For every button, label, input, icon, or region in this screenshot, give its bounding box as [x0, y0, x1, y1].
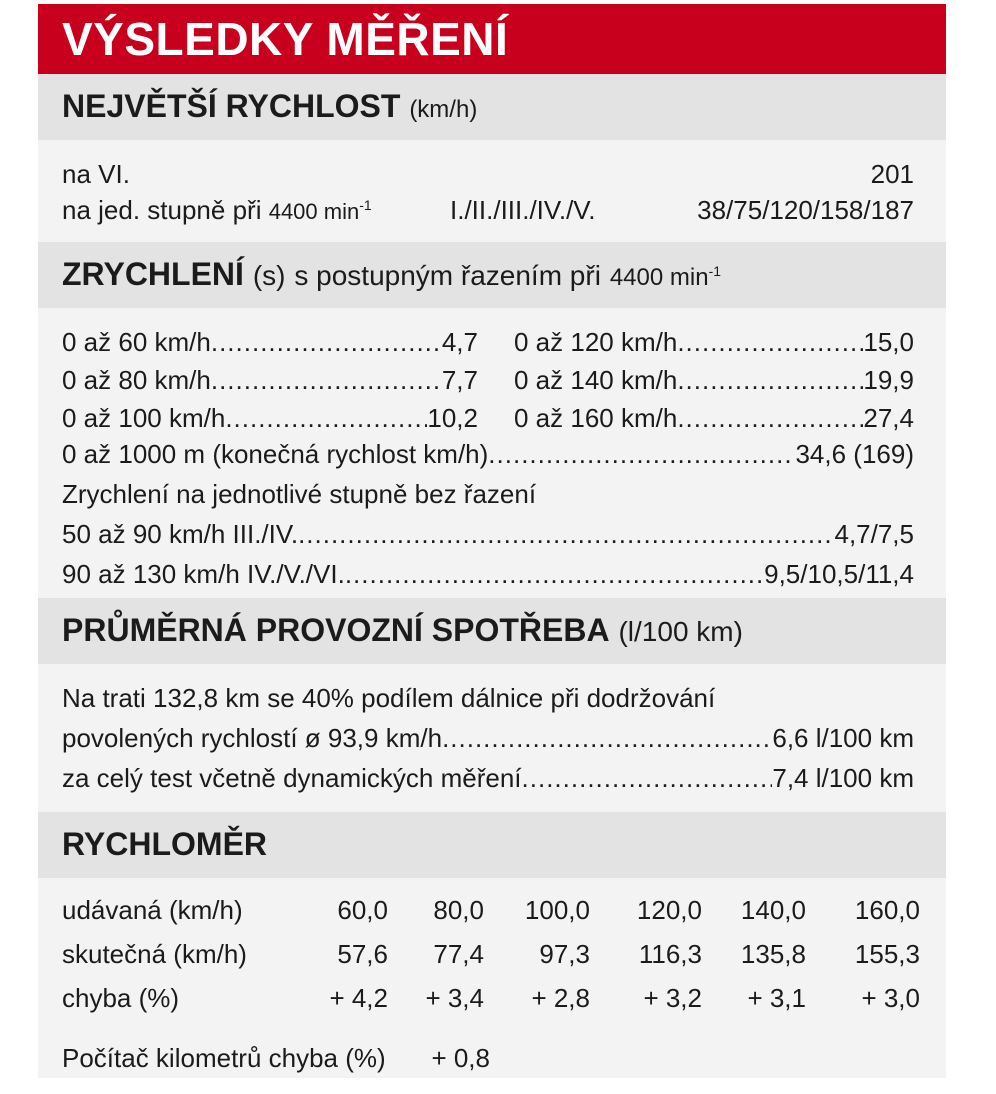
- odometer-value: + 0,8: [431, 1043, 490, 1073]
- consumption-unit: (l/100 km): [618, 616, 743, 647]
- quarter-km-row: [62, 436, 914, 472]
- top-speed-unit: (km/h): [409, 96, 478, 123]
- acceleration-value: 7,7: [441, 365, 478, 395]
- consumption-value: 7,4 l/100 km: [772, 763, 914, 793]
- acceleration-label: 0 až 100 km/h: [62, 403, 226, 433]
- speedometer-row-label: chyba (%): [62, 983, 180, 1013]
- leader-dots: [522, 760, 773, 796]
- top-speed-value: 201: [870, 159, 914, 189]
- gear-speed-label: na jed. stupně při: [62, 195, 262, 225]
- page-title: VÝSLEDKY MĚŘENÍ: [62, 13, 509, 65]
- leader-dots: [345, 556, 764, 592]
- leader-dots: [488, 436, 795, 472]
- speedometer-header: [38, 812, 946, 878]
- odometer-label: Počítač kilometrů chyba (%): [62, 1043, 386, 1073]
- acceleration-value: 19,9: [863, 365, 914, 395]
- speedometer-cell: 135,8: [740, 939, 806, 969]
- acceleration-row: [514, 362, 914, 398]
- speedometer-cell: + 3,2: [643, 983, 702, 1013]
- leader-dots: [225, 400, 427, 436]
- consumption-value: 6,6 l/100 km: [772, 723, 914, 753]
- gear-speed-rpm-sup: -1: [359, 197, 372, 213]
- speedometer-cell: 140,0: [740, 895, 806, 925]
- speedometer-cell: + 3,0: [861, 983, 920, 1013]
- leader-dots: [677, 362, 863, 398]
- top-speed-body: [38, 140, 946, 242]
- elastic-row: [62, 556, 914, 592]
- leader-dots: [677, 400, 863, 436]
- acceleration-rpm: 4400 min: [609, 264, 709, 291]
- elastic-label: 50 až 90 km/h III./IV.: [62, 519, 299, 549]
- acceleration-unit: (s): [252, 260, 286, 291]
- speedometer-cell: 97,3: [539, 939, 590, 969]
- top-speed-header: [38, 74, 946, 140]
- leader-dots: [298, 516, 834, 552]
- acceleration-row: [62, 362, 478, 398]
- gear-list: I./II./III./IV./V.: [450, 195, 596, 225]
- top-speed-row: [62, 156, 914, 192]
- leader-dots: [677, 324, 863, 360]
- elastic-value: 9,5/10,5/11,4: [764, 559, 914, 589]
- acceleration-value: 10,2: [427, 403, 478, 433]
- gear-speed-values: 38/75/120/158/187: [697, 195, 914, 225]
- speedometer-cell: + 3,4: [425, 983, 484, 1013]
- measurement-results-panel: [38, 4, 946, 1078]
- speedometer-cell: + 3,1: [747, 983, 806, 1013]
- acceleration-row: [514, 324, 914, 360]
- speedometer-heading: RYCHLOMĚR: [62, 826, 268, 862]
- acceleration-header: [38, 242, 946, 308]
- acceleration-value: 15,0: [863, 327, 914, 357]
- gear-speed-rpm: 4400 min: [268, 199, 360, 224]
- speedometer-body: [38, 878, 946, 1078]
- consumption-heading: PRŮMĚRNÁ PROVOZNÍ SPOTŘEBA: [62, 612, 610, 648]
- consumption-row: [62, 760, 914, 796]
- top-speed-heading: NEJVĚTŠÍ RYCHLOST: [62, 88, 401, 124]
- consumption-label: povolených rychlostí ø 93,9 km/h: [62, 723, 443, 753]
- consumption-header: [38, 598, 946, 664]
- quarter-km-value: 34,6 (169): [795, 439, 914, 469]
- acceleration-label: 0 až 80 km/h: [62, 365, 211, 395]
- quarter-km-label: 0 až 1000 m (konečná rychlost km/h): [62, 439, 489, 469]
- acceleration-value: 27,4: [863, 403, 914, 433]
- consumption-row: [62, 720, 914, 756]
- leader-dots: [211, 362, 442, 398]
- title-bar: [38, 4, 946, 74]
- elastic-value: 4,7/7,5: [834, 519, 914, 549]
- speedometer-cell: 60,0: [337, 895, 388, 925]
- speedometer-cell: 120,0: [636, 895, 702, 925]
- elastic-label: 90 až 130 km/h IV./V./VI.: [62, 559, 345, 589]
- speedometer-cell: 80,0: [433, 895, 484, 925]
- acceleration-row: [62, 324, 478, 360]
- speedometer-row-label: udávaná (km/h): [62, 895, 243, 925]
- acceleration-row: [62, 400, 478, 436]
- acceleration-value: 4,7: [441, 327, 478, 357]
- speedometer-cell: + 4,2: [329, 983, 388, 1013]
- acceleration-heading: ZRYCHLENÍ: [62, 256, 244, 292]
- speedometer-cell: 77,4: [433, 939, 484, 969]
- speedometer-cell: + 2,8: [531, 983, 590, 1013]
- acceleration-label: 0 až 140 km/h: [514, 365, 678, 395]
- leader-dots: [442, 720, 772, 756]
- speedometer-cell: 100,0: [524, 895, 590, 925]
- speedometer-cell: 57,6: [337, 939, 388, 969]
- consumption-line1: Na trati 132,8 km se 40% podílem dálnice při dodržování: [62, 683, 716, 713]
- top-speed-label: na VI.: [62, 159, 130, 189]
- speedometer-cell: 160,0: [854, 895, 920, 925]
- elastic-heading: Zrychlení na jednotlivé stupně bez řazení: [62, 479, 537, 509]
- acceleration-label: 0 až 160 km/h: [514, 403, 678, 433]
- consumption-body: [38, 664, 946, 812]
- acceleration-suffix: s postupným řazením při: [294, 260, 601, 291]
- acceleration-label: 0 až 120 km/h: [514, 327, 678, 357]
- speedometer-cell: 116,3: [638, 939, 702, 969]
- speedometer-row-label: skutečná (km/h): [62, 939, 247, 969]
- acceleration-body: [38, 308, 946, 598]
- leader-dots: [211, 324, 442, 360]
- gear-speed-row: [62, 192, 914, 230]
- acceleration-rpm-sup: -1: [708, 263, 722, 279]
- acceleration-label: 0 až 60 km/h: [62, 327, 211, 357]
- acceleration-row: [514, 400, 914, 436]
- elastic-row: [62, 516, 914, 552]
- speedometer-cell: 155,3: [854, 939, 920, 969]
- consumption-label: za celý test včetně dynamických měření: [62, 763, 522, 793]
